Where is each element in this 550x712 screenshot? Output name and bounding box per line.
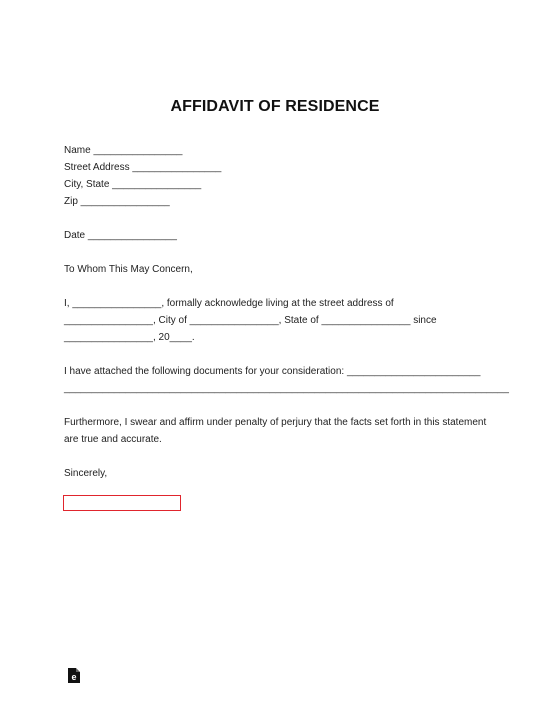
zip-field-line: Zip ________________	[64, 196, 170, 207]
name-field-line: Name ________________	[64, 145, 183, 156]
salutation: To Whom This May Concern,	[64, 264, 193, 275]
affirmation-paragraph-line-1: Furthermore, I swear and affirm under penalty of perjury that the facts set forth in this statement	[64, 417, 487, 428]
signature-field[interactable]	[63, 495, 181, 511]
residence-paragraph-line-1: I, ________________, formally acknowledge living at the street address of	[64, 298, 394, 309]
street-address-field-line: Street Address ________________	[64, 162, 222, 173]
affirmation-paragraph-line-2: are true and accurate.	[64, 434, 162, 445]
residence-paragraph-line-2: ________________, City of ________________, State of ________________ since	[64, 315, 437, 326]
date-field-line: Date ________________	[64, 230, 177, 241]
documents-paragraph-line-1: I have attached the following documents for your consideration: ________________________	[64, 366, 481, 377]
closing: Sincerely,	[64, 468, 108, 479]
city-state-field-line: City, State ________________	[64, 179, 202, 190]
residence-paragraph-line-3: ________________, 20____.	[64, 332, 195, 343]
esign-logo-icon	[67, 668, 81, 683]
svg-text:e: e	[71, 672, 77, 683]
document-title: AFFIDAVIT OF RESIDENCE	[170, 98, 380, 115]
documents-paragraph-line-2: ________________________________________________________________________________	[64, 383, 509, 394]
